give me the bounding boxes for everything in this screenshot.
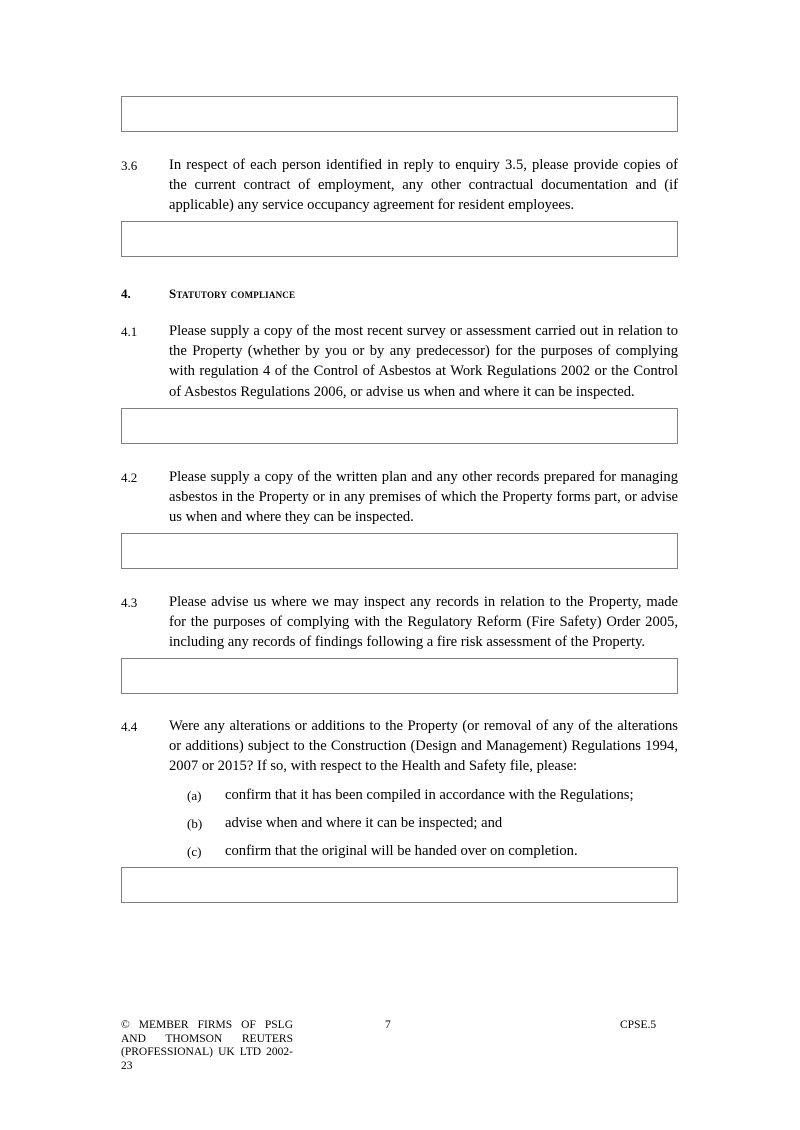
section-number-4: 4. [121,286,131,301]
answer-box-3-6[interactable] [121,221,678,257]
footer-document-code: CPSE.5 [620,1019,657,1031]
list-item-text-b: advise when and where it can be inspected; and [225,815,503,831]
answer-box-4-4[interactable] [121,867,678,903]
list-item-label-c: (c) [187,844,202,859]
section-heading-4: Statutory compliance [169,286,296,301]
paragraph-text-4-4: Were any alterations or additions to the Property (or removal of any of the alterations or additions) subject to the Construction (Design and Management) Regulations 1994, 2007 or 2015? If so, with respect to the Health and Safety file, please: [169,718,678,775]
paragraph-text-4-3: Please advise us where we may inspect any records in relation to the Property, made for the purposes of complying with the Regulatory Reform (Fire Safety) Order 2005, including any records of findings following a fire risk assessment of the Property. [169,594,678,651]
answer-box-4-2[interactable] [121,533,678,569]
list-item-label-a: (a) [187,788,202,803]
list-item-text-c: confirm that the original will be handed over on completion. [225,843,578,859]
paragraph-number-4-3: 4.3 [121,595,138,610]
answer-box-4-1[interactable] [121,408,678,444]
answer-box-3-5[interactable] [121,96,678,132]
paragraph-text-4-2: Please supply a copy of the written plan and any other records prepared for managing asbestos in the Property or in any premises of which the Property forms part, or advise us when and where they can be inspected. [169,469,678,526]
paragraph-number-4-2: 4.2 [121,470,138,485]
paragraph-number-3-6: 3.6 [121,158,138,173]
answer-box-4-3[interactable] [121,658,678,694]
paragraph-text-3-6: In respect of each person identified in reply to enquiry 3.5, please provide copies of the current contract of employment, any other contractual documentation and (if applicable) any service occupancy agreement for resident employees. [169,157,678,214]
list-item-text-a: confirm that it has been compiled in accordance with the Regulations; [225,787,634,803]
paragraph-text-4-1: Please supply a copy of the most recent survey or assessment carried out in relation to the Property (whether by you or by any predecessor) for the purposes of complying with regulation 4 of the Control of Asbestos at Work Regulations 2002 or the Control of Asbestos Regulations 2006, or advise us when and where it can be inspected. [169,323,678,400]
footer-copyright: © MEMBER FIRMS OF PSLG AND THOMSON REUTERS (PROFESSIONAL) UK LTD 2002-23 [121,1019,293,1072]
paragraph-number-4-4: 4.4 [121,719,138,734]
list-item-label-b: (b) [187,816,203,831]
footer-page-number: 7 [385,1019,391,1031]
paragraph-number-4-1: 4.1 [121,324,138,339]
